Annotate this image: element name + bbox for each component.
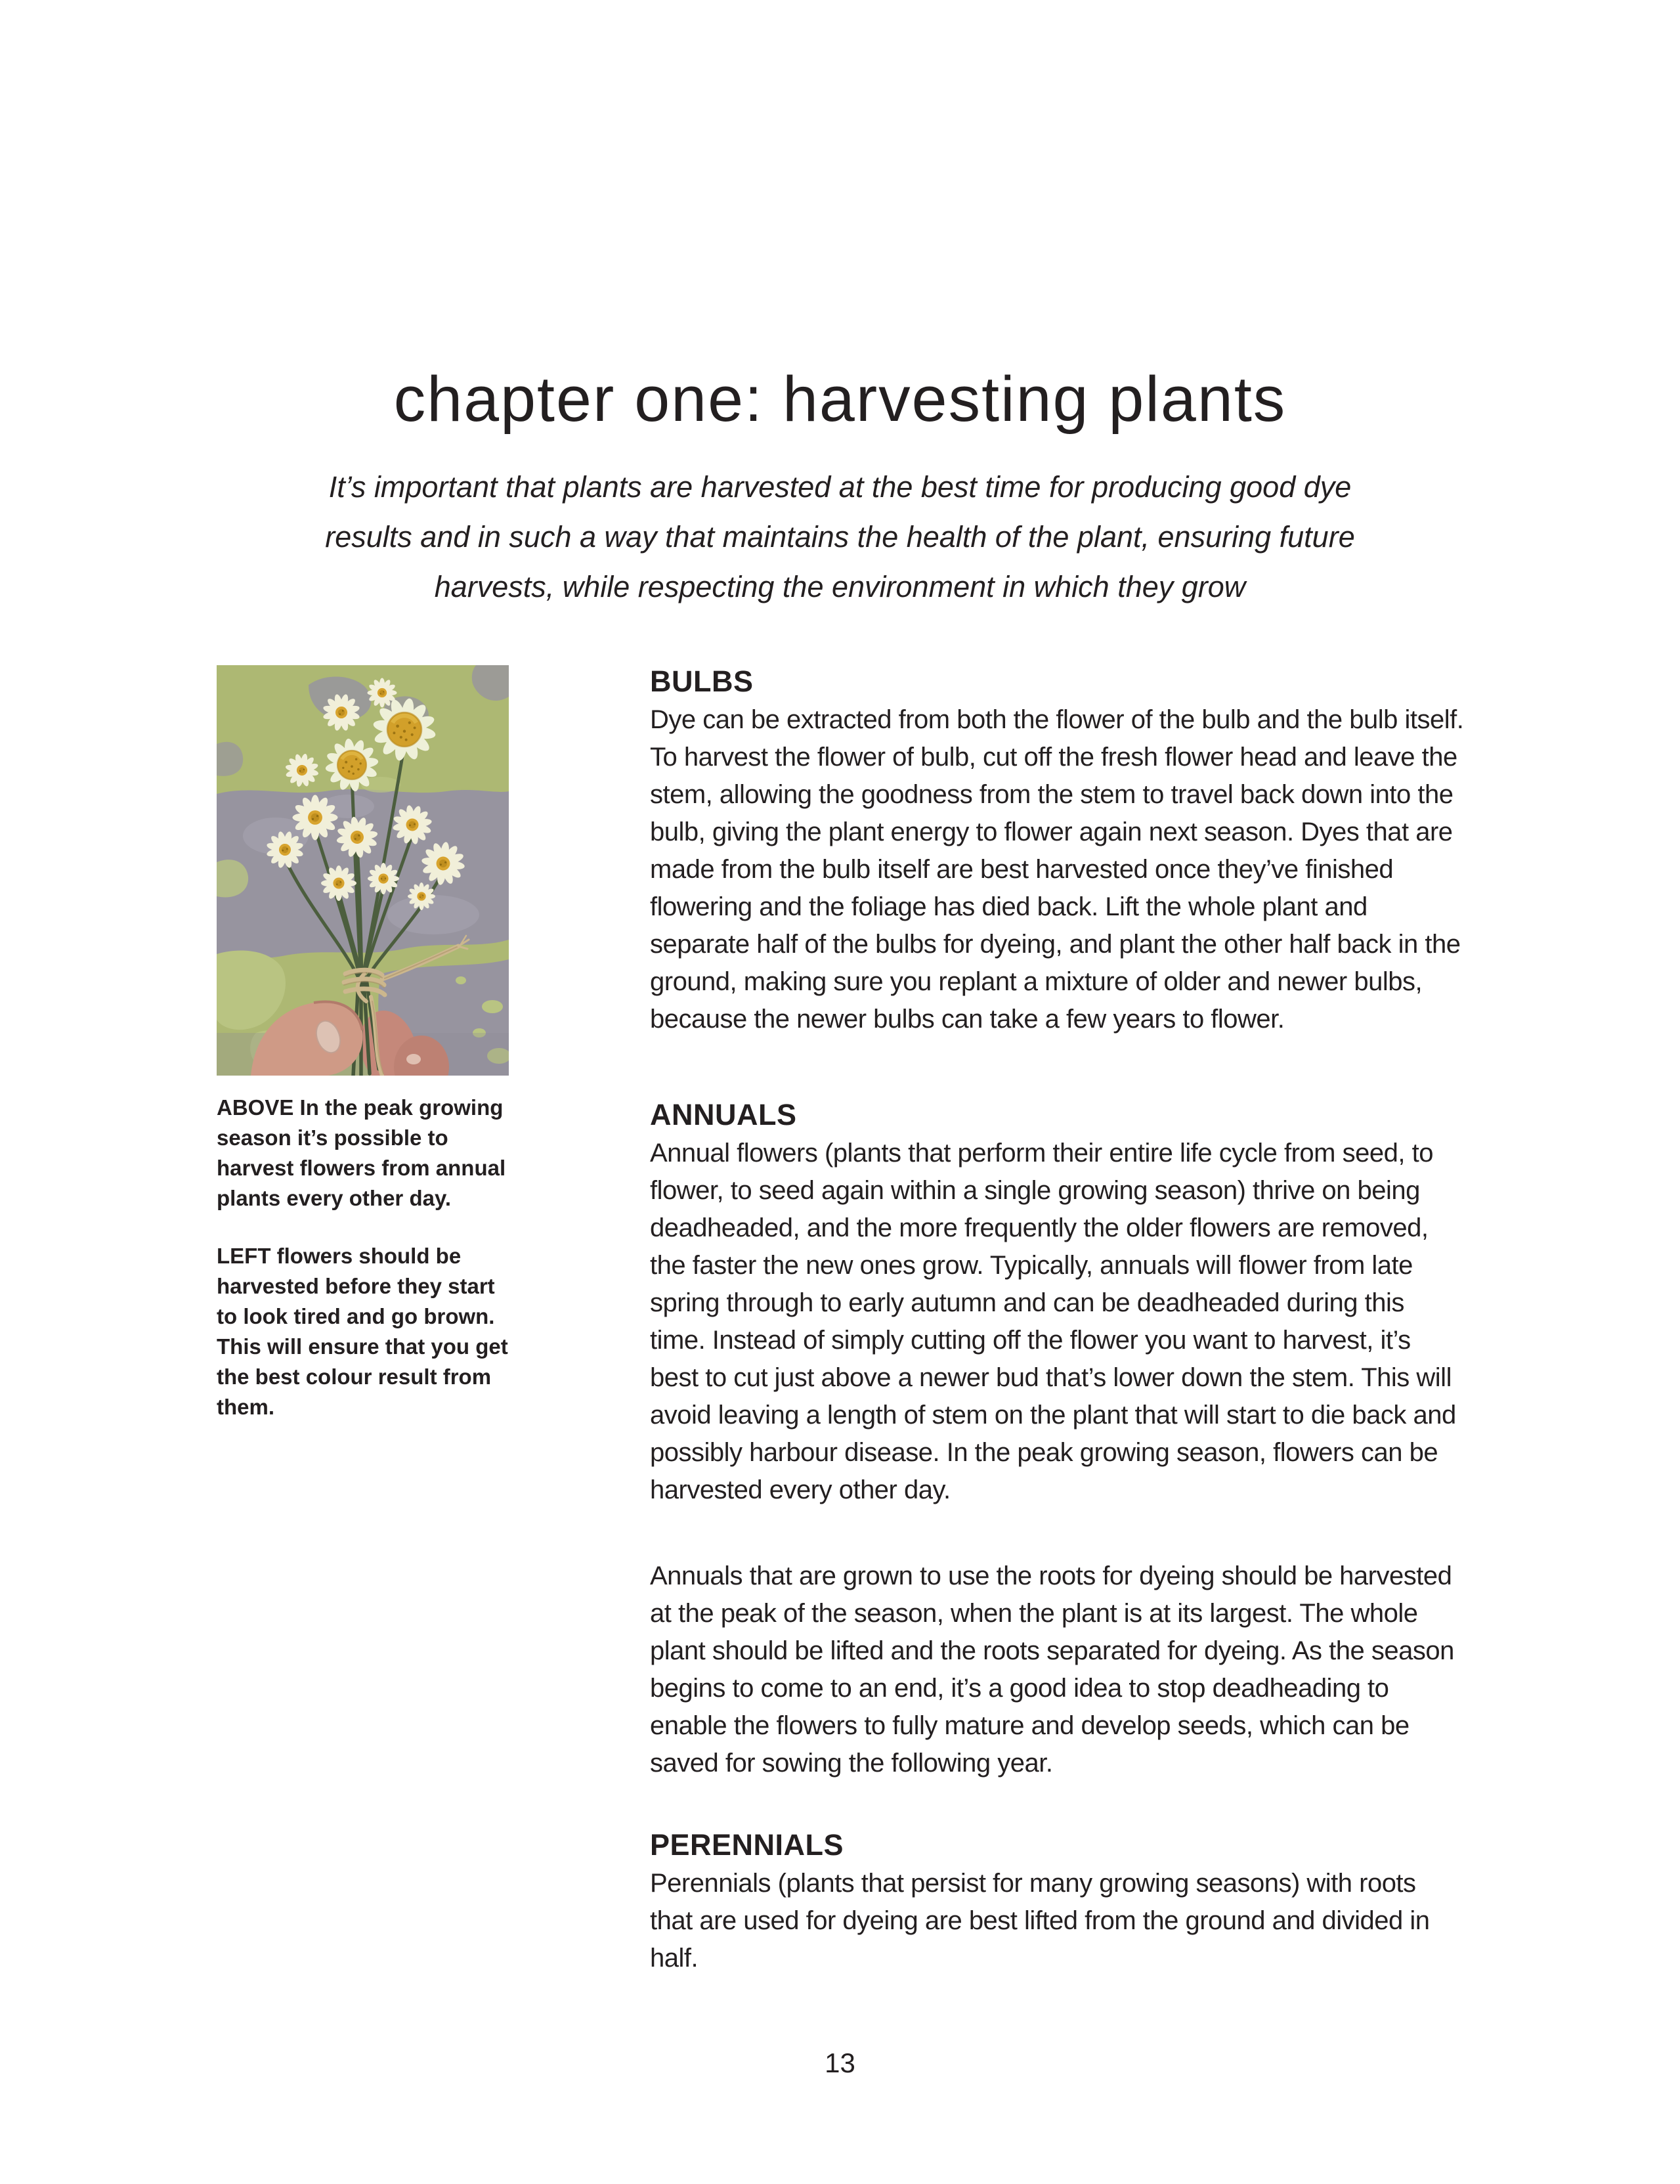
page-title: chapter one: harvesting plants	[393, 363, 1287, 435]
section-body-bulbs: Dye can be extracted from both the flower of the bulb and the bulb itself. To harvest the flower of bulb, cut off the fresh flower head and leave the stem, allowing the goodness from the stem to travel back down into the bulb, giving the plant energy to flower again next season. Dyes that are made from the bulb itself are best harvested once they’ve finished flowering and the foliage has died back. Lift the whole plant and separate half of the bulbs for dyeing, and plant the other half back in the ground, making sure you replant a mixture of older and newer bulbs, because the newer bulbs can take a few years to flower.	[650, 705, 1464, 1034]
figure-bouquet	[217, 665, 509, 1422]
chapter-subtitle-line-1: It’s important that plants are harvested at the best time for producing good dye	[328, 470, 1352, 504]
bouquet-photo	[217, 665, 509, 1076]
section-body-annuals-1: Annual flowers (plants that perform their entire life cycle from seed, to flower, to seed again within a single growing season) thrive on being deadheaded, and the more frequently the older flowers are removed, the faster the new ones grow. Typically, annuals will flower from late spring through to early autumn and can be deadheaded during this time. Instead of simply cutting off the flower you want to harvest, it’s best to cut just above a newer bud that’s lower down the stem. This will avoid leaving a length of stem on the plant that will start to die back and possibly harbour disease. In the peak growing season, flowers can be harvested every other day.	[650, 1139, 1456, 1504]
section-body-annuals-2: Annuals that are grown to use the roots for dyeing should be harvested at the peak of the season, when the plant is at its largest. The whole plant should be lifted and the roots separated for dyeing. As the season begins to come to an end, it’s a good idea to stop deadheading to enable the flowers to fully mature and develop seeds, which can be saved for sowing the following year.	[650, 1562, 1454, 1778]
section-heading-perennials: PERENNIALS	[650, 1828, 844, 1862]
section-annuals	[650, 1097, 1464, 1509]
section-bulbs	[650, 663, 1464, 1038]
chapter-subtitle-line-3: harvests, while respecting the environment in which they grow	[434, 570, 1246, 603]
section-heading-bulbs: BULBS	[650, 665, 754, 698]
chapter-subtitle	[256, 462, 1425, 612]
section-heading-annuals: ANNUALS	[650, 1098, 797, 1131]
chapter-subtitle-line-2: results and in such a way that maintains the health of the plant, ensuring future	[325, 520, 1355, 554]
figure-caption-left: LEFT flowers should be harvested before they start to look tired and go brown. This will ensure that you get the best colour result from them.	[217, 1244, 508, 1419]
section-body-perennials: Perennials (plants that persist for many growing seasons) with roots that are used for dyeing are best lifted from the ground and divided in half.	[650, 1869, 1430, 1973]
section-perennials	[650, 1827, 1464, 1977]
page-number: 13	[825, 2047, 855, 2078]
figure-caption-above: ABOVE In the peak growing season it’s possible to harvest flowers from annual plants every other day.	[217, 1095, 506, 1210]
figure-caption	[217, 1093, 509, 1422]
